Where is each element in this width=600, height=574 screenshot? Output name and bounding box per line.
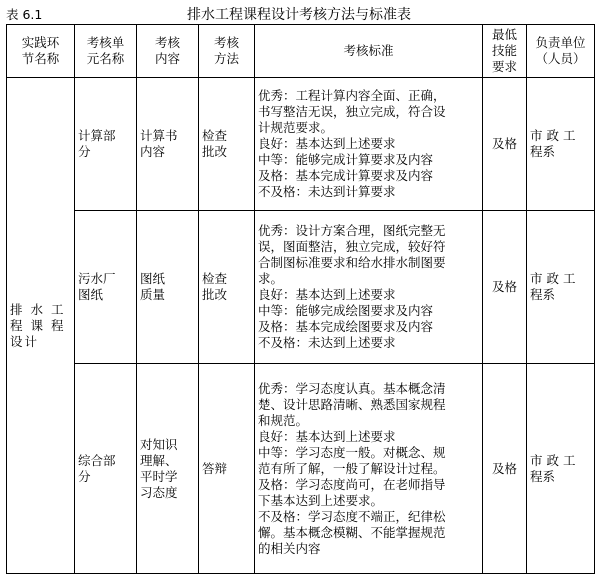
responsible-cell: 市 政 工 程系 — [527, 364, 595, 574]
header-standard: 考核标准 — [255, 25, 483, 78]
method-cell: 检查 批改 — [199, 78, 255, 211]
table-row — [7, 78, 595, 211]
unit-name-cell: 计算部 分 — [75, 78, 137, 211]
min-level-cell: 及格 — [483, 364, 527, 574]
header-row — [7, 25, 595, 78]
unit-name-cell: 污水厂 图纸 — [75, 211, 137, 364]
header-unit-name: 考核单 元名称 — [75, 25, 137, 78]
content-cell: 对知识 理解、 平时学 习态度 — [137, 364, 199, 574]
table-title: 排水工程课程设计考核方法与标准表 — [187, 7, 411, 23]
assessment-table — [6, 24, 595, 574]
content-cell: 图纸 质量 — [137, 211, 199, 364]
standard-cell: 优秀：设计方案合理，图纸完整无 误，图面整洁，独立完成，较好符 合制图标准要求和给水排水制图要 求。 良好：基本达到上述要求 中等：能够完成绘图要求及内容 及格：基本完成绘图要求及内容 不及格：未达到上述要求 — [255, 211, 483, 364]
header-min-level: 最低 技能 要求 — [483, 25, 527, 78]
responsible-cell: 市 政 工 程系 — [527, 78, 595, 211]
practice-name-cell: 排 水 工 程 课 程 设计 — [7, 78, 75, 574]
content-cell: 计算书 内容 — [137, 78, 199, 211]
header-responsible: 负责单位 （人员） — [527, 25, 595, 78]
unit-name-cell: 综合部 分 — [75, 364, 137, 574]
table-row — [7, 211, 595, 364]
method-cell: 答辩 — [199, 364, 255, 574]
method-cell: 检查 批改 — [199, 211, 255, 364]
table-caption — [6, 2, 592, 24]
responsible-cell: 市 政 工 程系 — [527, 211, 595, 364]
table-row — [7, 364, 595, 574]
min-level-cell: 及格 — [483, 211, 527, 364]
header-method: 考核 方法 — [199, 25, 255, 78]
table-number: 表 6.1 — [6, 7, 43, 22]
min-level-cell: 及格 — [483, 78, 527, 211]
header-practice-name: 实践环 节名称 — [7, 25, 75, 78]
standard-cell: 优秀：学习态度认真。基本概念清 楚、设计思路清晰、熟悉国家规程 和规范。 良好：基本达到上述要求 中等：学习态度一般。对概念、规 范有所了解，一般了解设计过程。 及格：学习态度尚可，在老师指导 下基本达到上述要求。 不及格：学习态度不端正，纪律松 懈。基本概念模糊、不能掌握规范 的相关内容 — [255, 364, 483, 574]
header-content: 考核 内容 — [137, 25, 199, 78]
standard-cell: 优秀：工程计算内容全面、正确， 书写整洁无误，独立完成，符合设 计规范要求。 良好：基本达到上述要求 中等：能够完成计算要求及内容 及格：基本完成计算要求及内容 不及格：未达到计算要求 — [255, 78, 483, 211]
